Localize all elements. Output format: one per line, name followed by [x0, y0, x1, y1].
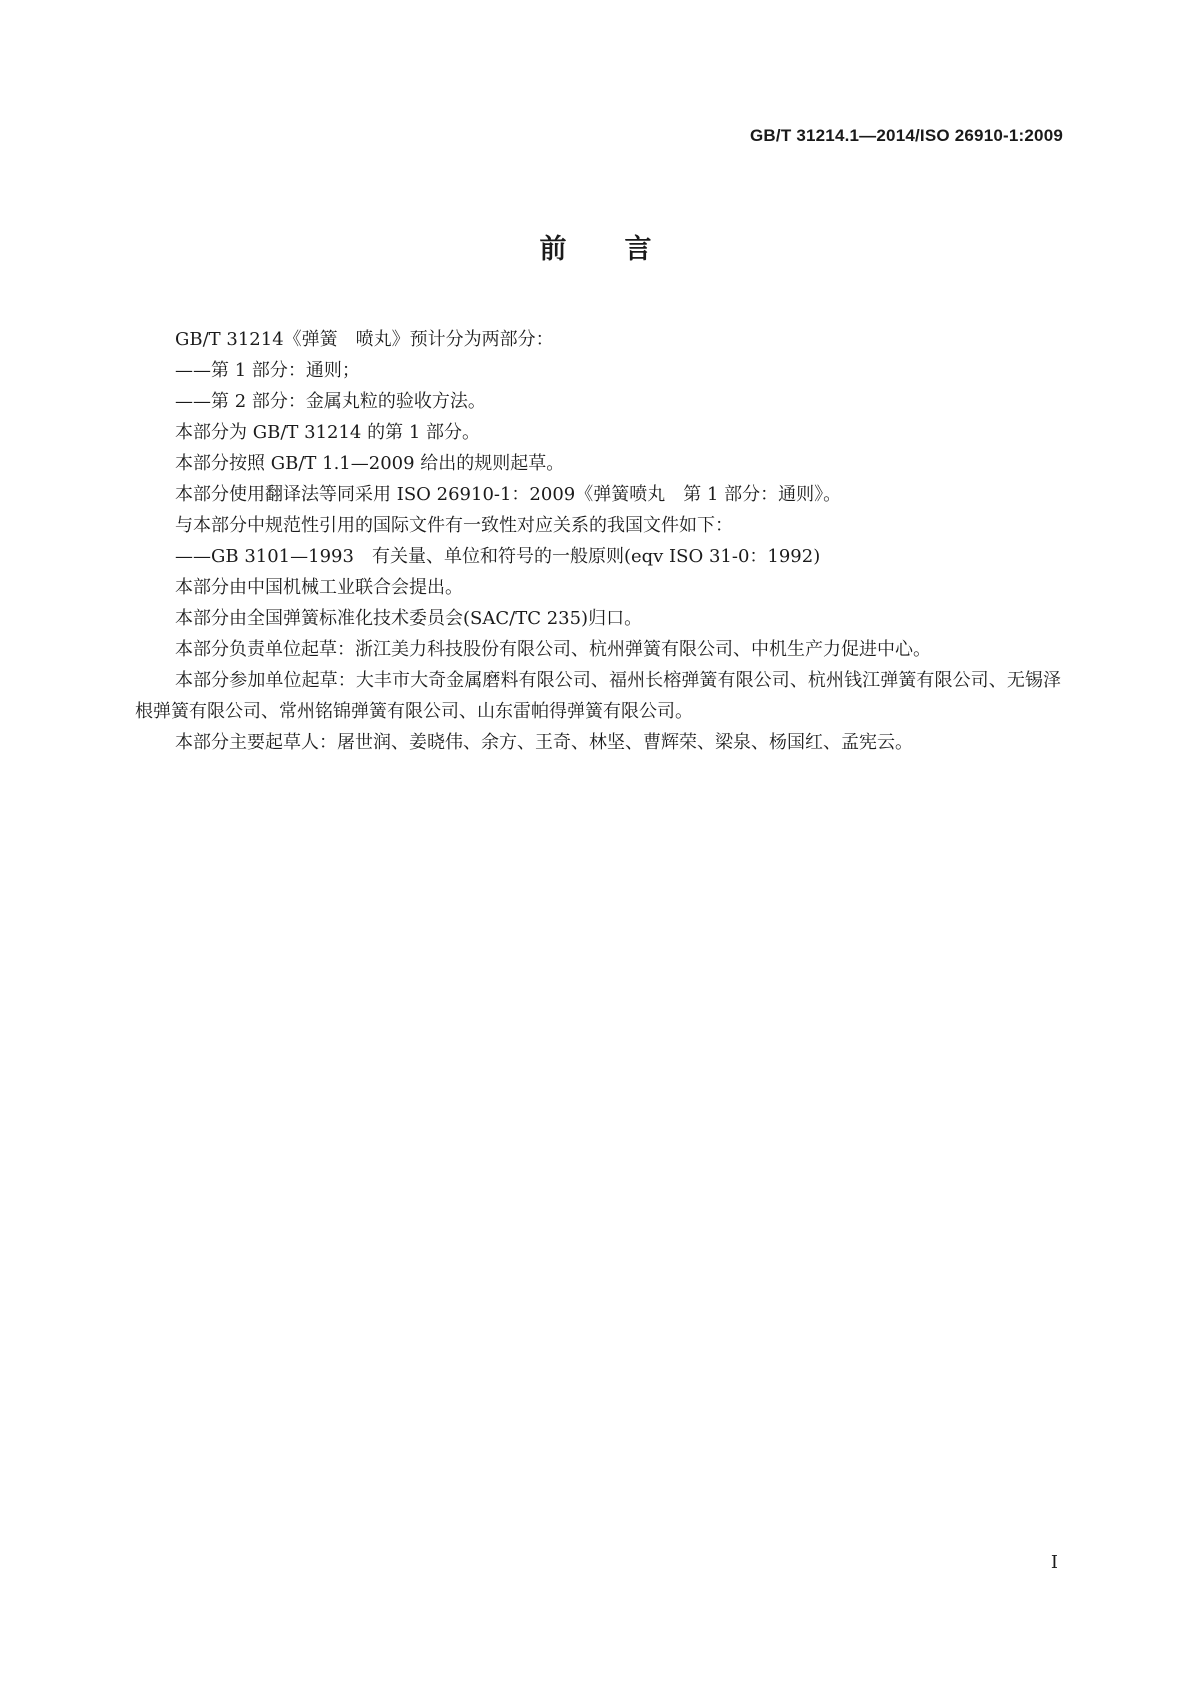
paragraph: 与本部分中规范性引用的国际文件有一致性对应关系的我国文件如下：: [175, 515, 733, 536]
paragraph: 本部分参加单位起草：大丰市大奇金属磨料有限公司、福州长榕弹簧有限公司、杭州钱江弹簧有限公司、无锡泽根弹簧有限公司、常州铭锦弹簧有限公司、山东雷帕得弹簧有限公司。: [135, 670, 1061, 722]
paragraph: 本部分由全国弹簧标准化技术委员会(SAC/TC 235)归口。: [175, 608, 643, 629]
foreword-body: [135, 324, 1061, 758]
paragraph: ——第 2 部分：金属丸粒的验收方法。: [175, 391, 486, 412]
paragraph: ——GB 3101—1993 有关量、单位和符号的一般原则(eqv ISO 31-0：1992): [175, 546, 821, 567]
paragraph: 本部分按照 GB/T 1.1—2009 给出的规则起草。: [175, 453, 565, 474]
paragraph: 本部分负责单位起草：浙江美力科技股份有限公司、杭州弹簧有限公司、中机生产力促进中心。: [175, 639, 931, 660]
page-number: I: [1050, 1552, 1058, 1573]
paragraph: 本部分使用翻译法等同采用 ISO 26910-1：2009《弹簧喷丸 第 1 部分：通则》。: [175, 484, 842, 505]
page-title: 前言: [539, 234, 710, 265]
paragraph: 本部分由中国机械工业联合会提出。: [175, 577, 463, 598]
paragraph: 本部分为 GB/T 31214 的第 1 部分。: [175, 422, 480, 443]
standard-number: GB/T 31214.1—2014/ISO 26910-1:2009: [750, 126, 1063, 145]
paragraph: GB/T 31214《弹簧 喷丸》预计分为两部分：: [175, 329, 554, 350]
paragraph: ——第 1 部分：通则；: [175, 360, 360, 381]
paragraph: 本部分主要起草人：屠世润、姜晓伟、余方、王奇、林坚、曹辉荣、梁泉、杨国红、孟宪云。: [175, 732, 913, 753]
